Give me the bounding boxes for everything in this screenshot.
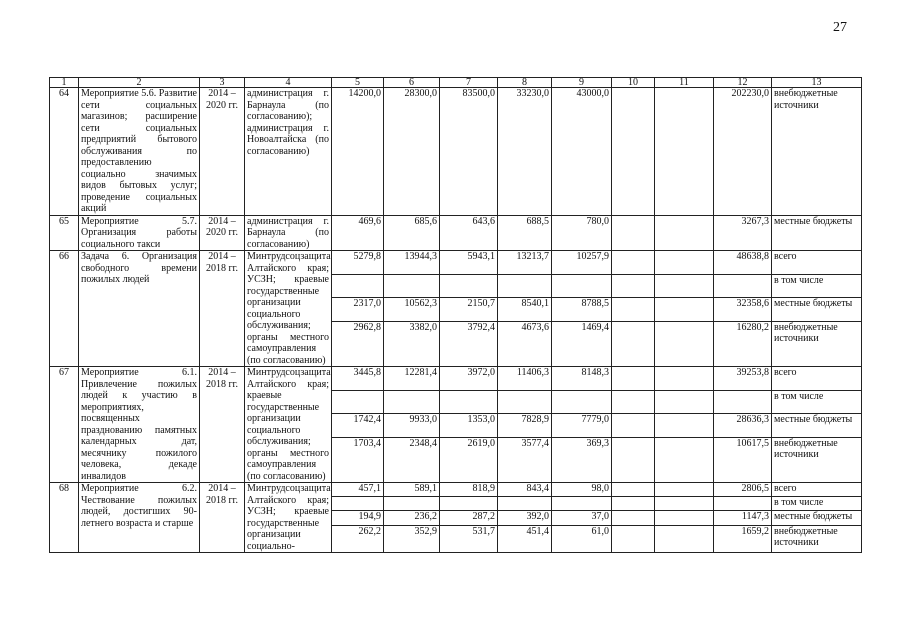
funding-value [655, 414, 714, 438]
funding-value: 262,2 [332, 525, 384, 552]
funding-value [655, 298, 714, 322]
column-number-cell: 2 [79, 78, 200, 88]
activity-executor: Минтрудсоцзащита Алтайского края; УСЗН; краевые государственные организации социально- [245, 483, 332, 553]
column-number-cell: 7 [440, 78, 498, 88]
funding-value: 643,6 [440, 215, 498, 251]
funding-value [655, 525, 714, 552]
funding-value [612, 525, 655, 552]
funding-value: 8148,3 [552, 367, 612, 391]
funding-value: 287,2 [440, 511, 498, 525]
funding-source: всего [772, 367, 862, 391]
funding-value: 3972,0 [440, 367, 498, 391]
funding-value: 392,0 [498, 511, 552, 525]
funding-value: 1147,3 [714, 511, 772, 525]
funding-value [655, 251, 714, 275]
funding-value [552, 390, 612, 414]
funding-value: 5943,1 [440, 251, 498, 275]
activity-term: 2014 – 2020 гг. [200, 215, 245, 251]
funding-value: 8540,1 [498, 298, 552, 322]
activity-title: Мероприятие 5.7. Организация работы социального такси [79, 215, 200, 251]
funding-value [612, 511, 655, 525]
funding-value [612, 390, 655, 414]
funding-value [714, 497, 772, 511]
funding-value: 1703,4 [332, 437, 384, 482]
funding-value: 685,6 [384, 215, 440, 251]
table-row [50, 251, 862, 275]
funding-source: всего [772, 483, 862, 497]
funding-value: 7779,0 [552, 414, 612, 438]
table-row [50, 483, 862, 497]
funding-source: в том числе [772, 274, 862, 298]
funding-value: 7828,9 [498, 414, 552, 438]
column-number-cell: 9 [552, 78, 612, 88]
funding-value: 13213,7 [498, 251, 552, 275]
funding-value: 8788,5 [552, 298, 612, 322]
column-number-cell: 11 [655, 78, 714, 88]
funding-source: местные бюджеты [772, 414, 862, 438]
funding-value [612, 367, 655, 391]
activity-title: Мероприятие 6.2. Чествование пожилых людей, достигших 90-летнего возраста и старше [79, 483, 200, 553]
funding-value [552, 497, 612, 511]
funding-source: в том числе [772, 390, 862, 414]
funding-value: 531,7 [440, 525, 498, 552]
column-number-cell: 4 [245, 78, 332, 88]
funding-value: 3445,8 [332, 367, 384, 391]
funding-value: 43000,0 [552, 88, 612, 216]
funding-value: 1742,4 [332, 414, 384, 438]
funding-value: 13944,3 [384, 251, 440, 275]
funding-value [655, 511, 714, 525]
funding-value: 28300,0 [384, 88, 440, 216]
funding-value: 2806,5 [714, 483, 772, 497]
funding-value: 10562,3 [384, 298, 440, 322]
funding-value: 83500,0 [440, 88, 498, 216]
table-row [50, 215, 862, 251]
funding-source: внебюджетные источники [772, 525, 862, 552]
activity-term: 2014 – 2018 гг. [200, 251, 245, 367]
column-number-cell: 8 [498, 78, 552, 88]
column-number-cell: 6 [384, 78, 440, 88]
funding-value [655, 321, 714, 366]
column-number-cell: 5 [332, 78, 384, 88]
funding-value [655, 497, 714, 511]
funding-value [552, 274, 612, 298]
funding-value [612, 483, 655, 497]
row-number: 67 [50, 367, 79, 483]
funding-value: 10257,9 [552, 251, 612, 275]
funding-value: 37,0 [552, 511, 612, 525]
funding-source: в том числе [772, 497, 862, 511]
funding-value: 5279,8 [332, 251, 384, 275]
column-number-cell: 10 [612, 78, 655, 88]
funding-source: местные бюджеты [772, 215, 862, 251]
activity-executor: администрация г. Барнаула (по согласованию); администрация г. Новоалтайска (по согласованию) [245, 88, 332, 216]
funding-value: 14200,0 [332, 88, 384, 216]
funding-value [655, 367, 714, 391]
funding-source: всего [772, 251, 862, 275]
funding-value: 33230,0 [498, 88, 552, 216]
column-number-cell: 3 [200, 78, 245, 88]
funding-value [655, 483, 714, 497]
column-number-cell: 13 [772, 78, 862, 88]
funding-value: 98,0 [552, 483, 612, 497]
funding-source: местные бюджеты [772, 298, 862, 322]
funding-value: 451,4 [498, 525, 552, 552]
funding-value: 818,9 [440, 483, 498, 497]
funding-value: 3577,4 [498, 437, 552, 482]
funding-value: 2150,7 [440, 298, 498, 322]
funding-value: 2619,0 [440, 437, 498, 482]
activity-term: 2014 – 2018 гг. [200, 483, 245, 553]
row-number: 64 [50, 88, 79, 216]
funding-value: 61,0 [552, 525, 612, 552]
funding-value: 457,1 [332, 483, 384, 497]
funding-value [440, 497, 498, 511]
funding-value [384, 497, 440, 511]
funding-value: 48638,8 [714, 251, 772, 275]
funding-value [440, 390, 498, 414]
funding-value: 12281,4 [384, 367, 440, 391]
funding-value [612, 88, 655, 216]
funding-value: 2317,0 [332, 298, 384, 322]
row-number: 65 [50, 215, 79, 251]
activity-title: Задача 6. Организация свободного времени пожилых людей [79, 251, 200, 367]
funding-value: 28636,3 [714, 414, 772, 438]
column-number-row [50, 78, 862, 88]
funding-value: 2348,4 [384, 437, 440, 482]
funding-value [655, 274, 714, 298]
funding-value: 202230,0 [714, 88, 772, 216]
column-number-cell: 12 [714, 78, 772, 88]
funding-value: 4673,6 [498, 321, 552, 366]
funding-value: 9933,0 [384, 414, 440, 438]
funding-value [498, 390, 552, 414]
activity-executor: Минтрудсоцзащита Алтайского края; УСЗН; краевые государственные организации социального обслуживания; органы местного самоуправления (по согласованию) [245, 251, 332, 367]
funding-value [655, 390, 714, 414]
funding-value [612, 251, 655, 275]
funding-value: 589,1 [384, 483, 440, 497]
row-number: 68 [50, 483, 79, 553]
funding-value: 194,9 [332, 511, 384, 525]
funding-source: внебюджетные источники [772, 321, 862, 366]
funding-value: 843,4 [498, 483, 552, 497]
funding-value: 469,6 [332, 215, 384, 251]
funding-value: 780,0 [552, 215, 612, 251]
column-number-cell: 1 [50, 78, 79, 88]
page-number: 27 [833, 20, 847, 35]
funding-value [332, 274, 384, 298]
funding-value: 3382,0 [384, 321, 440, 366]
activity-term: 2014 – 2018 гг. [200, 367, 245, 483]
row-number: 66 [50, 251, 79, 367]
table-row [50, 367, 862, 391]
funding-value [384, 390, 440, 414]
funding-value [612, 497, 655, 511]
funding-value: 688,5 [498, 215, 552, 251]
funding-value: 236,2 [384, 511, 440, 525]
funding-value [714, 274, 772, 298]
funding-value [498, 497, 552, 511]
funding-value [655, 437, 714, 482]
funding-value: 352,9 [384, 525, 440, 552]
funding-value: 1659,2 [714, 525, 772, 552]
funding-source: местные бюджеты [772, 511, 862, 525]
activity-term: 2014 – 2020 гг. [200, 88, 245, 216]
funding-value [612, 298, 655, 322]
funding-value: 32358,6 [714, 298, 772, 322]
funding-value [612, 274, 655, 298]
funding-value [332, 390, 384, 414]
funding-value: 369,3 [552, 437, 612, 482]
table-row [50, 88, 862, 216]
funding-source: внебюджетные источники [772, 88, 862, 216]
activity-title: Мероприятие 5.6. Развитие сети социальных магазинов; расширение сети социальных предприятий бытового обслуживания по предоставлению социально значимых видов бытовых услуг; проведение социальных акций [79, 88, 200, 216]
funding-value [655, 88, 714, 216]
funding-value: 39253,8 [714, 367, 772, 391]
funding-value: 2962,8 [332, 321, 384, 366]
funding-value [384, 274, 440, 298]
funding-value [612, 437, 655, 482]
activity-title: Мероприятие 6.1. Привлечение пожилых людей к участию в мероприятиях, посвященных празднованию памятных календарных дат, месячнику пожилого человека, декаде инвалидов [79, 367, 200, 483]
funding-value [612, 215, 655, 251]
program-table [49, 77, 862, 553]
funding-value [498, 274, 552, 298]
activity-executor: Минтрудсоцзащита Алтайского края; краевые государственные организации социального обслуживания; органы местного самоуправления (по согласованию) [245, 367, 332, 483]
funding-value: 10617,5 [714, 437, 772, 482]
funding-value [612, 321, 655, 366]
funding-value: 16280,2 [714, 321, 772, 366]
funding-value [612, 414, 655, 438]
funding-value: 3267,3 [714, 215, 772, 251]
funding-value [714, 390, 772, 414]
funding-source: внебюджетные источники [772, 437, 862, 482]
funding-value [440, 274, 498, 298]
funding-value: 1469,4 [552, 321, 612, 366]
activity-executor: администрация г. Барнаула (по согласованию) [245, 215, 332, 251]
funding-value: 3792,4 [440, 321, 498, 366]
funding-value: 11406,3 [498, 367, 552, 391]
funding-value: 1353,0 [440, 414, 498, 438]
funding-value [332, 497, 384, 511]
funding-value [655, 215, 714, 251]
